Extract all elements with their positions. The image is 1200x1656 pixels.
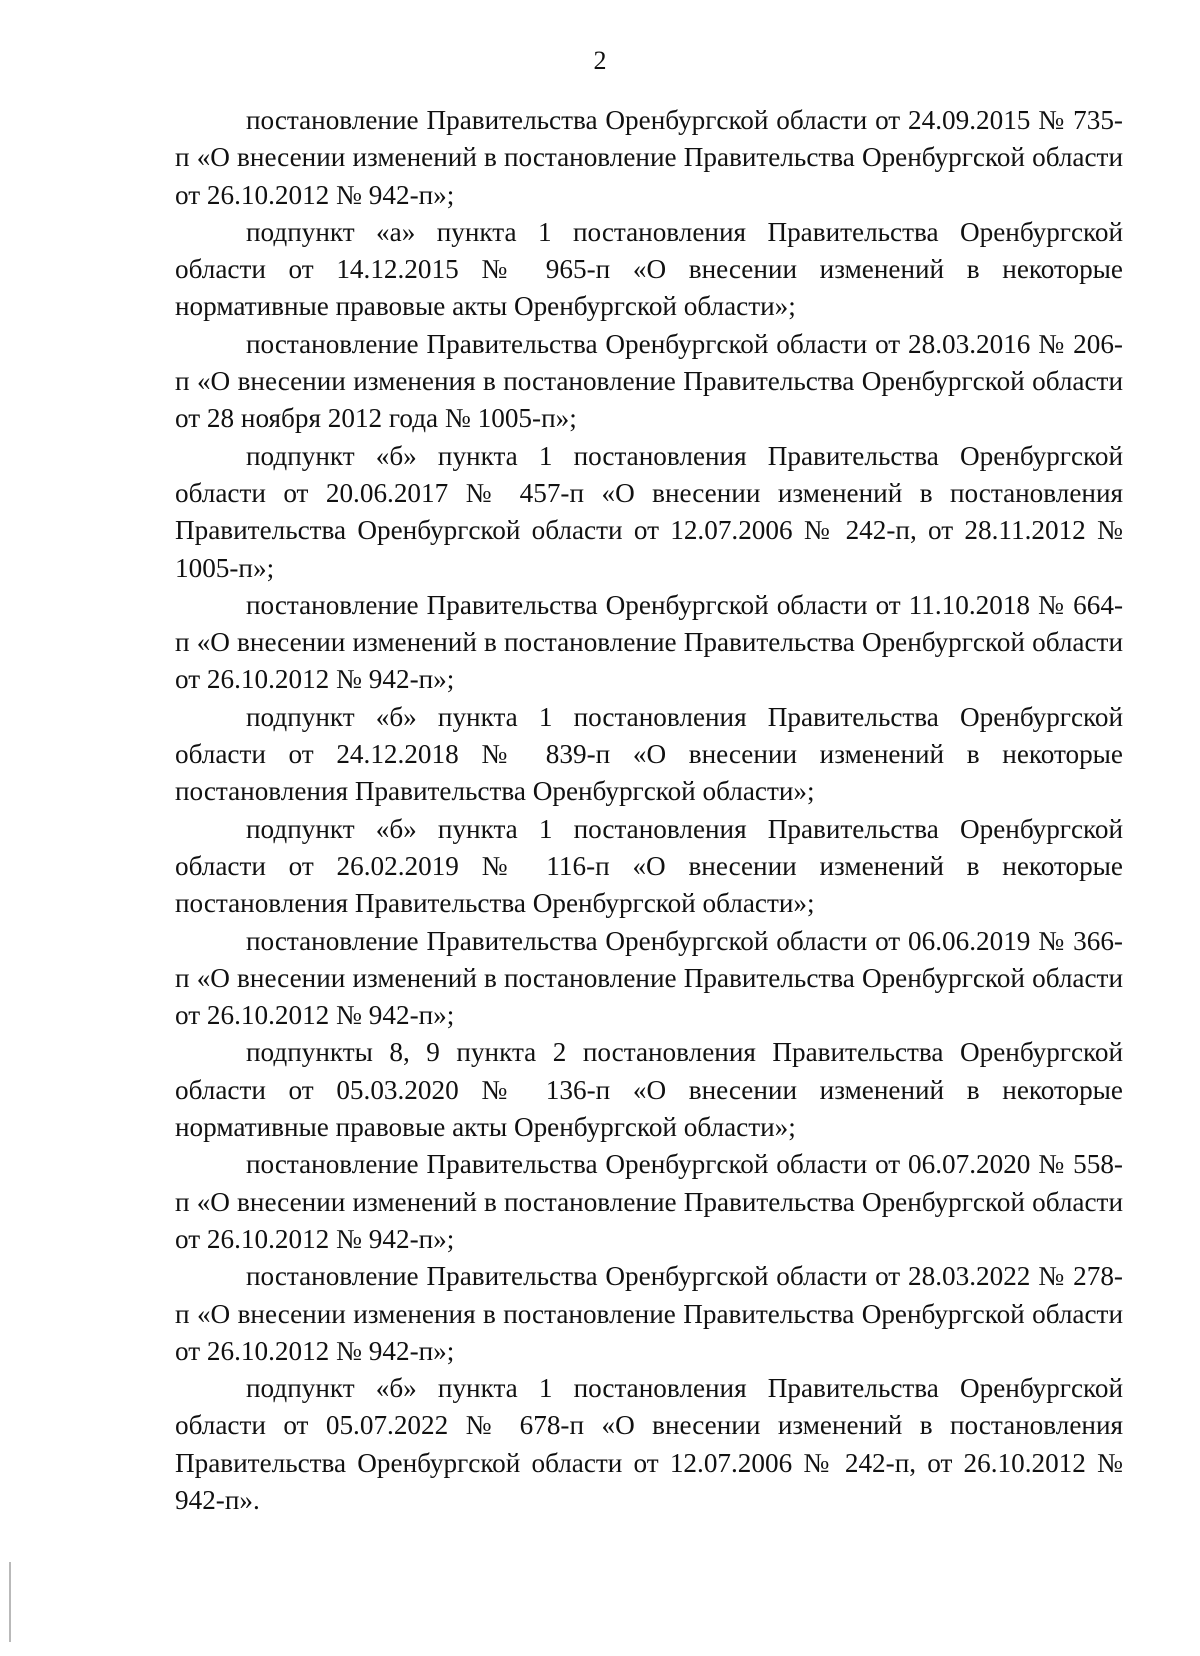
- list-item: подпункт «б» пункта 1 постановления Правительства Оренбургской области от 26.02.2019 № 116-п «О внесении изменений в некоторые постановления Правительства Оренбургской области»;: [175, 813, 1123, 919]
- list-item: подпункт «б» пункта 1 постановления Правительства Оренбургской области от 20.06.2017 № 457-п «О внесении изменений в постановления Правительства Оренбургской области от 12.07.2006 № 242-п, от 28.11.2012 № 1005-п»;: [175, 440, 1123, 583]
- list-item: постановление Правительства Оренбургской области от 28.03.2016 № 206-п «О внесении изменения в постановление Правительства Оренбургской области от 28 ноября 2012 года № 1005-п»;: [175, 328, 1123, 434]
- list-item: постановление Правительства Оренбургской области от 06.07.2020 № 558-п «О внесении изменений в постановление Правительства Оренбургской области от 26.10.2012 № 942-п»;: [175, 1149, 1123, 1254]
- list-item: подпункты 8, 9 пункта 2 постановления Правительства Оренбургской области от 05.03.2020 № 136-п «О внесении изменений в некоторые нормативные правовые акты Оренбургской области»;: [175, 1037, 1123, 1143]
- list-item: подпункт «б» пункта 1 постановления Правительства Оренбургской области от 24.12.2018 № 839-п «О внесении изменений в некоторые постановления Правительства Оренбургской области»;: [175, 701, 1123, 807]
- list-item: подпункт «б» пункта 1 постановления Правительства Оренбургской области от 05.07.2022 № 678-п «О внесении изменений в постановления Правительства Оренбургской области от 12.07.2006 № 242-п, от 26.10.2012 № 942-п».: [175, 1373, 1123, 1515]
- scan-edge-mark: [9, 1562, 11, 1642]
- list-item: постановление Правительства Оренбургской области от 28.03.2022 № 278-п «О внесении изменения в постановление Правительства Оренбургской области от 26.10.2012 № 942-п»;: [175, 1261, 1123, 1366]
- list-item: постановление Правительства Оренбургской области от 11.10.2018 № 664-п «О внесении изменений в постановление Правительства Оренбургской области от 26.10.2012 № 942-п»;: [175, 589, 1123, 695]
- list-item: постановление Правительства Оренбургской области от 06.06.2019 № 366-п «О внесении изменений в постановление Правительства Оренбургской области от 26.10.2012 № 942-п»;: [175, 925, 1123, 1031]
- list-item: подпункт «а» пункта 1 постановления Правительства Оренбургской области от 14.12.2015 № 965-п «О внесении изменений в некоторые нормативные правовые акты Оренбургской области»;: [175, 216, 1123, 322]
- document-body: [175, 102, 1123, 1519]
- page-number: 2: [593, 46, 607, 75]
- list-item: постановление Правительства Оренбургской области от 24.09.2015 № 735-п «О внесении изменений в постановление Правительства Оренбургской области от 26.10.2012 № 942-п»;: [175, 105, 1123, 210]
